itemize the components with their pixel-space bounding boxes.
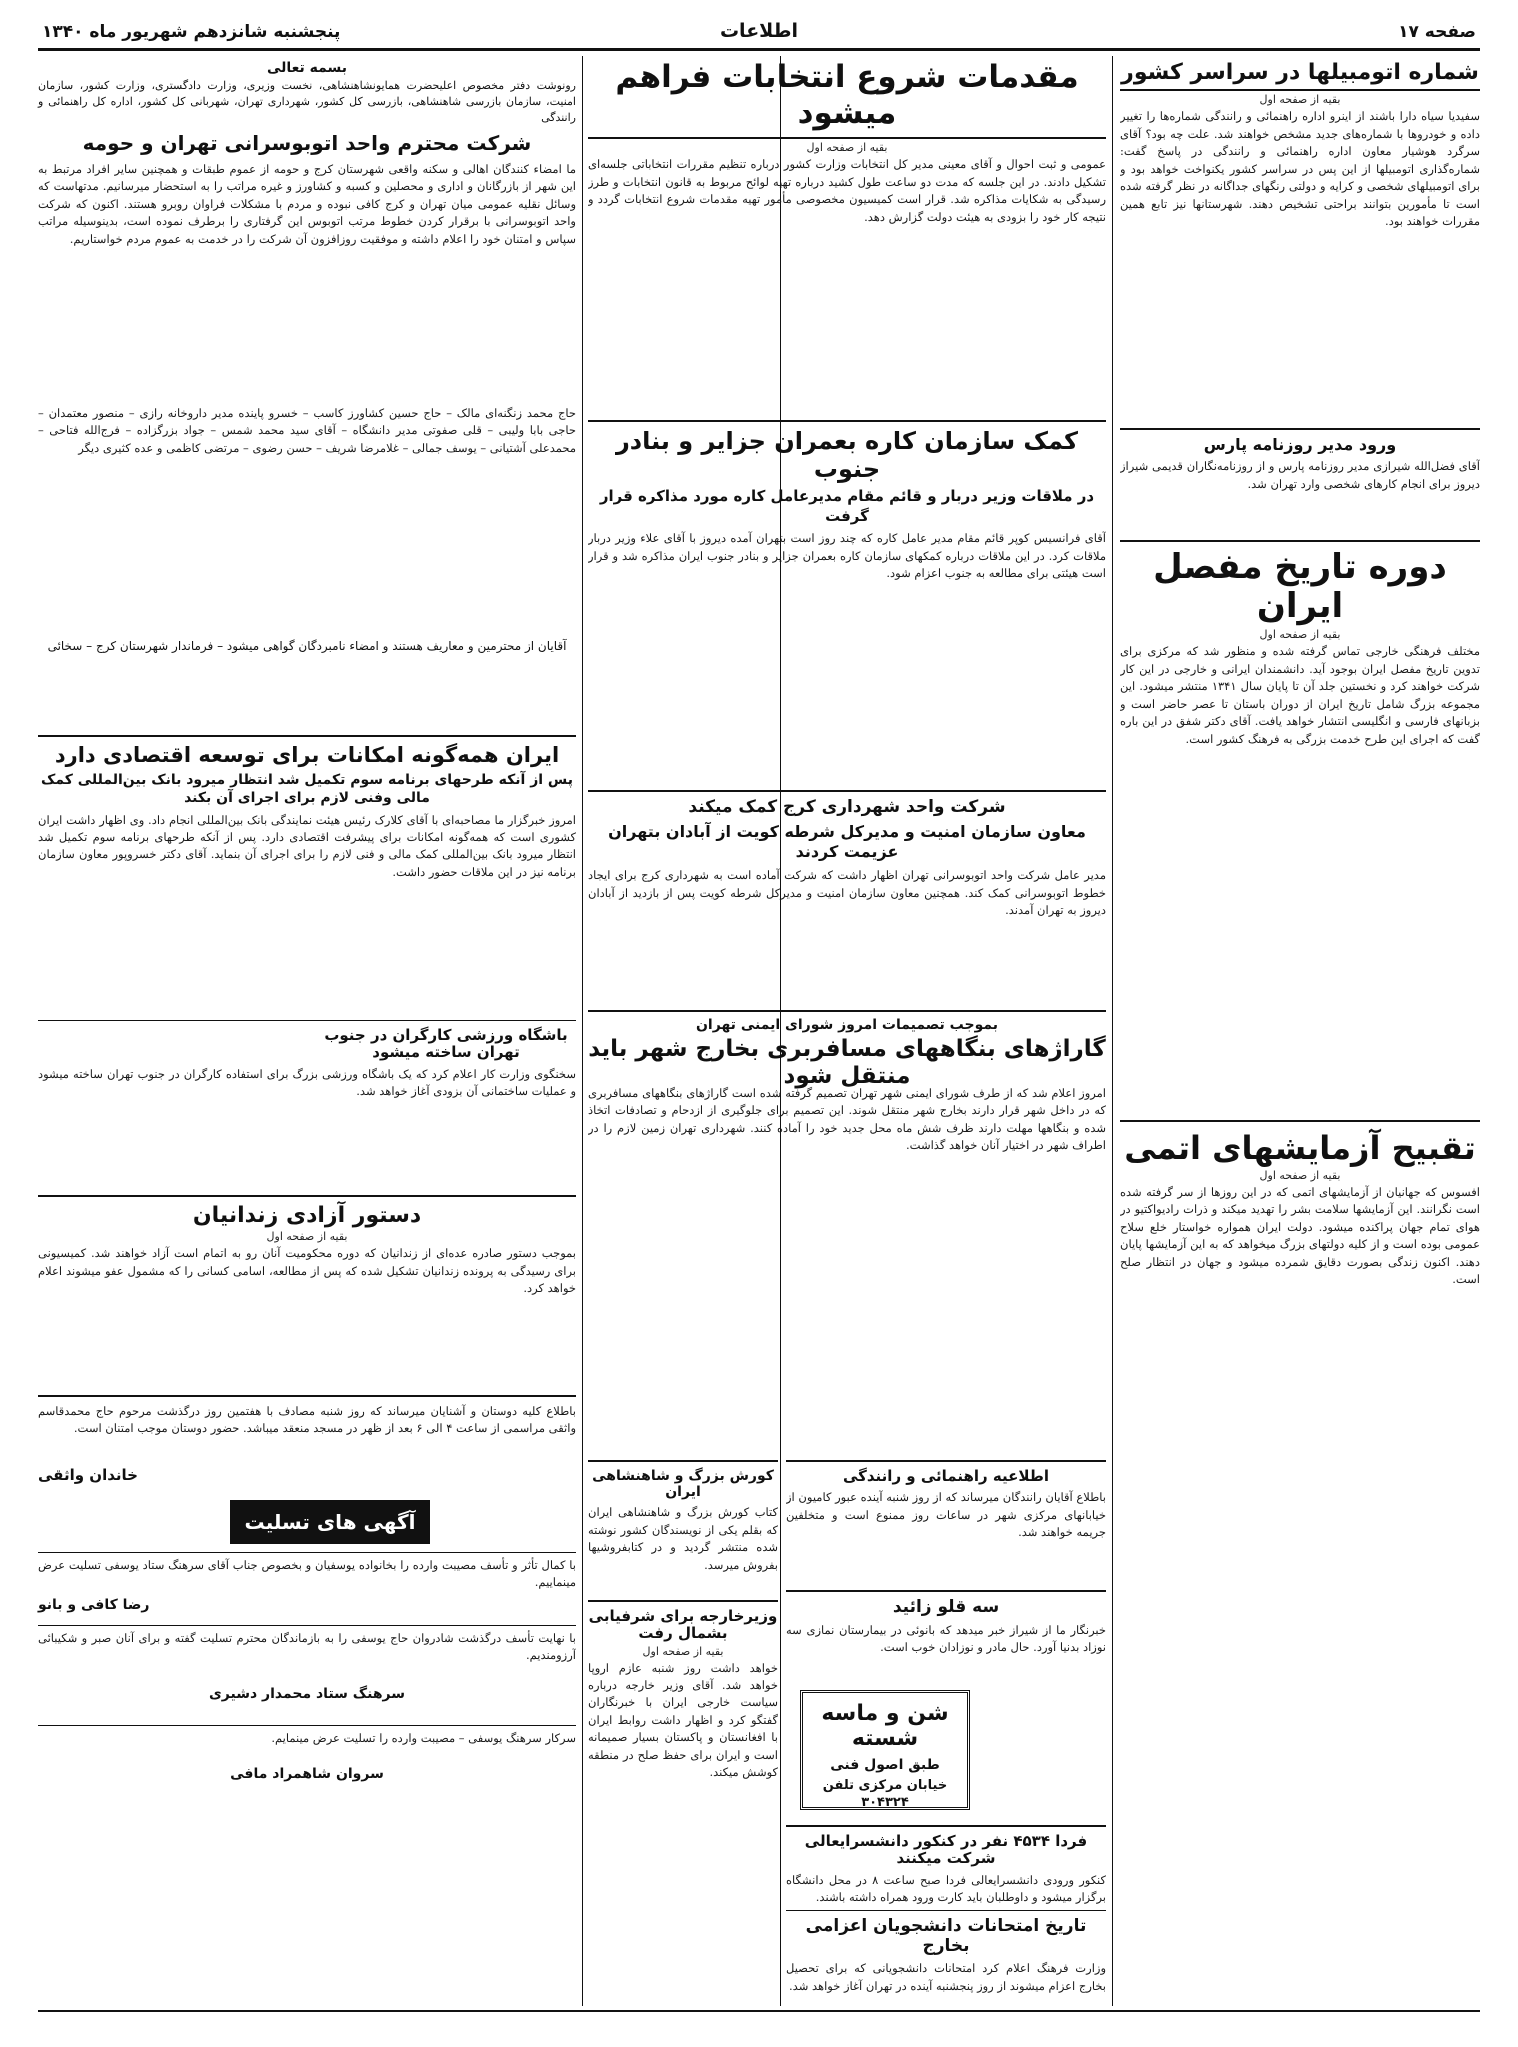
article-prisoners [38,1195,576,1375]
article-petition [38,60,576,655]
headline: دوره تاریخ مفصل ایران [1153,547,1447,627]
condolence-notice [38,1725,576,1782]
notice-body: با نهایت تأسف درگذشت شادروان حاج یوسفی را به بازماندگان محترم تسلیت گفته و برای آنان صبر و شکیبائی آرزومندیم. [38,1631,576,1663]
article-pars [1120,428,1480,538]
notice-signature: خاندان واثقی [38,1466,138,1484]
headline: شرکت واحد شهرداری کرج کمک میکند [688,797,1006,817]
article-body: عمومی و ثبت احوال و آقای معینی مدیر کل انتخابات وزارت کشور درباره تنظیم مقررات انتخاباتی جلسه‌ای تشکیل دادند. در این جلسه که مدت دو ساعت طول کشید درباره تهیه لوائح مربوط به قانون انتخابات و طرز رسیدگی به شکایات مذاکره شد. قرار است کمیسیون مخصوصی مأمور تهیه مقدمات شروع انتخابات گردد و نتیجه کار خود را بزودی به هیئت دولت گزارش دهد. [588,157,1106,224]
article-elections [588,60,1106,386]
notice-signature: سروان شاهمراد مافی [230,1766,384,1782]
newspaper-name: اطلاعات [719,20,799,42]
petition-recipients: رونوشت دفتر مخصوص اعلیحضرت همایونشاهنشاهی، نخست وزیری، وزارت دادگستری، وزارت کشور، سازمان امنیت، سازمان بازرسی شاهنشاهی، بازرسی کل کشور، شهرداری تهران، شهربانی کل کشور، اداره کل راهنمائی و رانندگی [38,79,576,124]
kicker: بموجب تصمیمات امروز شورای ایمنی تهران [695,1017,998,1033]
notice-signature: سرهنگ ستاد محمدار دشیری [208,1686,406,1702]
headline: باشگاه ورزشی کارگران در جنوب تهران ساخته میشود [324,1026,568,1062]
article-body: ما امضاء کنندگان اهالی و سکنه واقعی شهرستان کرج و حومه از عموم طبقات و همچنین سایر افراد مرتبط به این شهر از بازرگانان و اداری و محصلین و کسبه و کشاورز و غیره مراتب را به استحضار میرسانیم. مدتهاست که وسائل نقلیه عمومی میان تهران و کرج کافی نبوده و مردم با مشکلات فراوان روبرو هستند. اکنون که شرکت واحد اتوبوسرانی با برقرار کردن خطوط مرتب اتوبوس این گرفتاری را برطرف نموده است، بدینوسیله مراتب سپاس و امتنان خود را اعلام داشته و موفقیت روزافزون آن شرکت را در خدمت به عموم مردم خواستاریم. [38,161,576,246]
notice-body: سرکار سرهنگ یوسفی – مصیبت وارده را تسلیت عرض مینمایم. [271,1731,576,1745]
article-body: آقای فضل‌الله شیرازی مدیر روزنامه پارس و از روزنامه‌نگاران قدیمی شیراز دیروز برای انجام کارهای شخصی وارد تهران شد. [1120,459,1480,491]
notice-body: باطلاع کلیه دوستان و آشنایان میرساند که روز شنبه مصادف با هفتمین روز درگذشت مرحوم حاج محمدقاسم واثقی مراسمی از ساعت ۴ الی ۶ بعد از ظهر در مسجد منعقد میباشد. حضور دوستان موجب امتنان است. [38,1404,576,1436]
issue-date: پنجشنبه شانزدهم شهریور ماه ۱۳۴۰ [42,22,341,42]
headline: فردا ۴۵۳۴ نفر در کنکور دانشسرایعالی شرکت میکنند [804,1832,1088,1868]
article-body: وزارت فرهنگ اعلام کرد امتحانات دانشجویانی که برای تحصیل بخارج اعزام میشوند از روز پنجشنبه آینده در تهران آغاز خواهد شد. [786,1961,1106,1993]
article-body: کنکور ورودی دانشسرایعالی فردا صبح ساعت ۸ در محل دانشگاه برگزار میشود و داوطلبان باید کارت ورود همراه داشته باشند. [786,1872,1106,1904]
article-body: مختلف فرهنگی خارجی تماس گرفته شده و منظور شد که مرکزی برای تدوین تاریخ مفصل ایران بوجود آید. دانشمندان ایرانی و خارجی در این کار شرکت خواهند کرد و نخستین جلد آن تا پایان سال ۱۳۴۱ منتشر میشود. این مجموعه بزرگ شامل تاریخ ایران از دوران باستان تا عصر حاضر است و بزبانهای فارسی و انگلیسی انتشار خواهد یافت. آقای دکتر شفق در این باره گفت که اجرای این طرح خدمت بزرگی به فرهنگ کشور است. [1120,644,1480,746]
article-body: افسوس که جهانیان از آزمایشهای اتمی که در این روزها از سر گرفته شده است نگرانند. این آزمایشها سلامت بشر را تهدید میکند و ذرات رادیواکتیو در هوای تمام جهان پراکنده میشود. دولت ایران همواره خواستار خلع سلاح عمومی بوده است و از کلیه دولتهای بزرگ میخواهد که به این آزمایشها پایان دهند. اکنون زندگی بصورت دقایق شمرده میشود و جهان در انتظار صلح است. [1120,1184,1480,1287]
ad-subtitle: طبق اصول فنی [830,1756,940,1773]
continued-label: بقیه از صفحه اول [266,1230,348,1244]
article-karaj-bus [588,790,1106,1047]
headline: اطلاعیه راهنمائی و رانندگی [842,1467,1049,1485]
notice-signature: رضا کافی و بانو [38,1597,150,1613]
subheadline: معاون سازمان امنیت و مدیرکل شرطه کویت از آبادان بتهران عزیمت کردند [608,821,1086,862]
petition-header: بسمه تعالی [266,60,348,76]
article-student-exam [786,1910,1106,2020]
headline: کمک سازمان کاره بعمران جزایر و بنادر جنوب [615,427,1079,483]
article-foreign-minister [588,1600,778,2020]
sand-ad [800,1690,970,1810]
petition-signature: آقایان از محترمین و معاریف هستند و امضاء نامبردگان گواهی میشود – فرماندار شهرستان کرج – سخائی [47,638,567,653]
article-body: سفیدیا سیاه دارا باشند از اینرو اداره راهنمائی و رانندگی شماره‌ها را تغییر داده و خودروها با شماره‌های جدید مشخص خواهند شد. علت چه بود؟ آقای سرگرد هوشیار معاون اداره راهنمائی و رانندگی در پاسخ گفت: شماره‌گذاری اتومبیلها از این پس در سراسر کشور یکنواخت خواهد بود و برای اتومبیلهای شخصی و کرایه و دولتی رنگهای جداگانه در نظر گرفته شده است تا مأمورین بتوانند براحتی تشخیص دهند. شهرستانها نیز تابع همین مقررات خواهند بود. [1120,109,1480,229]
column-divider [1112,56,1113,2006]
memorial-notice [38,1395,576,1484]
article-cyrus [588,1460,778,1614]
article-care-aid [588,420,1106,820]
condolence-banner: آگهی های تسلیت [230,1500,430,1544]
page-number: صفحه ۱۷ [1398,22,1476,42]
article-body: بموجب دستور صادره عده‌ای از زندانیان که دوره محکومیت آنان رو به اتمام است آزاد خواهند شد. کمیسیونی برای رسیدگی به پرونده زندانیان تشکیل شده که پس از مطالعه، اسامی کسانی را که مشمول عفو میشوند اعلام خواهد کرد. [38,1246,576,1296]
headline: تقبیح آزمایشهای اتمی [1124,1129,1476,1167]
article-economy [38,735,576,1012]
condolence-notice [38,1552,576,1613]
article-body: امروز خبرگزار ما مصاحبه‌ای با آقای کلارک رئیس هیئت نمایندگی بانک بین‌المللی انجام داد. وی اظهار داشت ایران کشوری است که همه‌گونه امکانات برای پیشرفت اقتصادی دارد. پس از آنکه طرحهای برنامه سوم تکمیل شد انتظار میرود بانک بین‌المللی کمک مالی و فنی لازم را برای اجرای آن بنماید. آقای دکتر خسروپور معاون سازمان برنامه نیز در این ملاقات حضور داشت. [38,812,576,879]
article-body: خواهد داشت روز شنبه عازم اروپا خواهد شد. آقای وزیر خارجه درباره سیاست خارجی ایران با خبرنگاران گفتگو کرد و اظهار داشت روابط ایران با افغانستان و پاکستان بسیار صمیمانه است و ایران برای حفظ صلح در منطقه کوشش میکند. [588,1660,778,1780]
headline: دستور آزادی زندانیان [192,1203,422,1228]
ad-address: خیابان مرکزی تلفن ۳۰۴۳۲۴ [822,1777,948,1810]
article-body: کتاب کورش بزرگ و شاهنشاهی ایران که بقلم یکی از نویسندگان کشور نوشته شده منتشر گردید و در کتابفروشیها بفروش میرسد. [588,1505,778,1572]
article-car-plates [1120,60,1480,388]
continued-label: بقیه از صفحه اول [642,1644,724,1658]
article-triplets [786,1590,1106,1682]
headline: شرکت محترم واحد اتوبوسرانی تهران و حومه [82,130,532,155]
masthead-rule [38,48,1480,51]
article-body: سخنگوی وزارت کار اعلام کرد که یک باشگاه ورزشی بزرگ برای استفاده کارگران در جنوب تهران ساخته میشود و عملیات ساختمانی آن بزودی آغاز خواهد شد. [38,1066,576,1098]
headline: وزیرخارجه برای شرفیابی بشمال رفت [588,1607,778,1643]
headline: مقدمات شروع انتخابات فراهم میشود [588,60,1106,139]
signatories: حاج محمد زنگنه‌ای مالک – حاج حسین کشاورز کاسب – خسرو پاینده مدیر داروخانه رازی – منصور معتمدان – حاجی بابا ولیبی – قلی صفوتی مدیر دانشگاه – آقای سید محمد شمس – جواد بزرگزاده – فرج‌الله فتاحی – محمدعلی آشتیانی – یوسف جمالی – غلامرضا شریف – حسن رضوی – مرتضی کاظمی و عده کثیری دیگر [38,405,576,455]
article-traffic-notice [786,1460,1106,1579]
article-sports-club [38,1020,576,1186]
continued-label: بقیه از صفحه اول [1259,1168,1341,1182]
article-body: آقای فرانسیس کوپر قائم مقام مدیر عامل کاره که چند روز است بتهران آمده دیروز با آقای علاء وزیر دربار ملاقات کرد. در این ملاقات درباره کمکهای سازمان کاره بعمران جزایر و بنادر جنوب ایران مذاکره شد و قرار است هیئتی برای مطالعه به جنوب اعزام شود. [588,531,1106,581]
headline: گاراژهای بنگاههای مسافربری بخارج شهر باید منتقل شود [588,1036,1106,1089]
column-divider [582,56,583,2006]
headline: سه قلو زائید [892,1597,1000,1617]
subheadline: در ملاقات وزیر دربار و قائم مقام مدیرعامل کاره مورد مذاکره قرار گرفت [599,487,1095,525]
article-exam [786,1825,1106,1920]
continued-label: بقیه از صفحه اول [806,141,888,155]
article-body: خبرنگار ما از شیراز خبر میدهد که بانوئی در بیمارستان نمازی سه نوزاد بدنیا آورد. حال مادر و نوزادان خوب است. [786,1622,1106,1655]
headline: شماره اتومبیلها در سراسر کشور [1120,60,1480,91]
footer-rule [38,2010,1480,2012]
article-body: باطلاع آقایان رانندگان میرساند که از روز شنبه آینده عبور کامیون از خیابانهای مرکزی شهر در ساعات روز ممنوع است و متخلفین جریمه خواهند شد. [786,1490,1106,1540]
article-bus-garages [588,1010,1106,1089]
notice-body: با کمال تأثر و تأسف مصیبت وارده را بخانواده یوسفیان و بخصوص جناب آقای سرهنگ ستاد یوسفی تسلیت عرض مینماییم. [38,1558,576,1590]
ad-title: شن و ماسه شسته [821,1701,949,1752]
subheadline: پس از آنکه طرحهای برنامه سوم تکمیل شد انتظار میرود بانک بین‌المللی کمک مالی وفنی لازم برای اجرای آن بکند [41,772,573,807]
continued-label: بقیه از صفحه اول [1259,628,1341,642]
article-atomic [1120,1120,1480,2044]
headline: کورش بزرگ و شاهنشاهی ایران [592,1468,774,1501]
headline: ایران همه‌گونه امکانات برای توسعه اقتصادی دارد [54,743,560,767]
article-body: امروز اعلام شد که از طرف شورای ایمنی شهر تهران تصمیم گرفته شده است گاراژهای بنگاههای مسافربری که در داخل شهر قرار دارند بخارج شهر منتقل شوند. این تصمیم برای جلوگیری از ازدحام و تصادفات اتخاذ شده و بنگاهها مهلت دارند ظرف شش ماه محل جدید خود را آماده کنند. شهرداری تهران زمین لازم را در اطراف شهر در اختیار آنان خواهد گذاشت. [588,1086,1106,1153]
article-body: مدیر عامل شرکت واحد اتوبوسرانی تهران اظهار داشت که شرکت آماده است به شهرداری کرج برای ایجاد خطوط اتوبوسرانی کمک کند. همچنین معاون سازمان امنیت و مدیرکل شرطه کویت پس از بازدید از آبادان دیروز به تهران آمدند. [588,868,1106,918]
headline: ورود مدیر روزنامه پارس [1203,435,1397,454]
article-history [1120,540,1480,1103]
headline: تاریخ امتحانات دانشجویان اعزامی بخارج [805,1916,1087,1956]
continued-label: بقیه از صفحه اول [1259,93,1341,107]
condolence-notice [38,1625,576,1702]
